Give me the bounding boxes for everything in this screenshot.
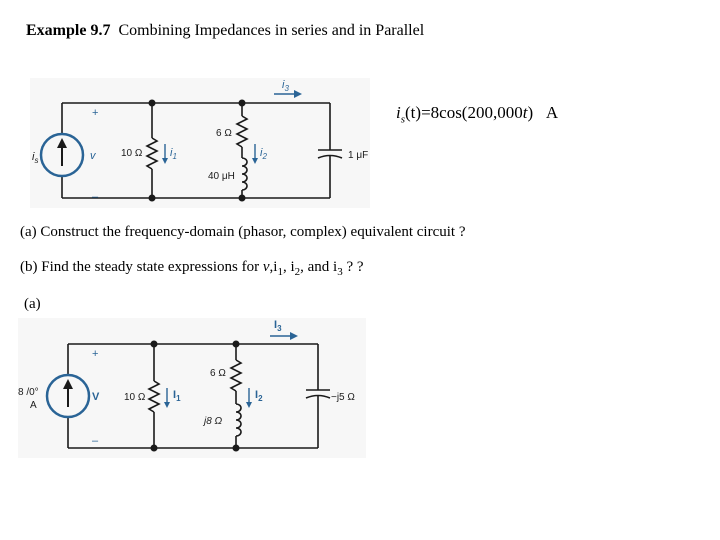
question-b-v: v (262, 259, 270, 275)
i1-label: $I_1$ (173, 389, 181, 403)
formula-rhs: =8cos(200,000 (421, 103, 523, 122)
answer-a-label: (a) (24, 296, 41, 312)
question-b-i2: , i (282, 259, 295, 275)
resistor-6ohm (237, 116, 247, 147)
i3-arrow-head-icon (290, 332, 298, 340)
formula-rhs-close: ) (527, 103, 534, 122)
node (151, 341, 158, 348)
i2-label: $I_2$ (255, 389, 263, 403)
formula-lhs-sub: s (400, 113, 406, 126)
r1-label: 10 Ω (121, 148, 143, 159)
plus-label: + (92, 348, 99, 360)
capacitor-label: −j5 Ω (331, 392, 355, 403)
question-b-sub3: 3 (337, 266, 343, 278)
slide-title (26, 22, 424, 40)
capacitor-label: 1 μF (348, 150, 369, 161)
resistor-10ohm (149, 381, 159, 412)
formula-rhs-var: t (522, 103, 528, 122)
example-label: Example 9.7 (26, 22, 111, 39)
formula-unit: A (545, 103, 559, 122)
inductor-j8ohm (236, 404, 241, 436)
inductor-label: 40 μH (208, 171, 235, 182)
source-formula (396, 103, 558, 125)
resistor-10ohm (147, 138, 157, 169)
i1-arrow-head-icon (162, 158, 168, 164)
inductor-label: j8 Ω (204, 416, 223, 427)
source-value-label: 8 /0° (18, 387, 39, 398)
i3-arrow-head-icon (294, 90, 302, 98)
minus-label: – (92, 435, 99, 447)
minus-label: – (92, 191, 99, 203)
question-a: (a) Construct the frequency-domain (phasor, complex) equivalent circuit ? (20, 224, 466, 240)
r2-label: 6 Ω (210, 368, 226, 379)
source-arrow-icon (63, 379, 73, 389)
inductor-40uH (242, 158, 247, 190)
circuit-phasor-domain (18, 316, 370, 461)
node (233, 445, 240, 452)
v-label: V (92, 391, 100, 403)
node (239, 100, 246, 107)
node (239, 195, 246, 202)
i2-arrow-head-icon (252, 158, 258, 164)
question-b-prefix: (b) Find the steady state expressions for (20, 259, 263, 275)
v-label: v (90, 150, 96, 162)
node (151, 445, 158, 452)
i3-label: $I_3$ (274, 319, 282, 333)
question-b-sub2: 2 (294, 266, 301, 278)
r2-label: 6 Ω (216, 128, 232, 139)
i1-arrow-head-icon (164, 402, 170, 408)
i3-label: $i_3$ (282, 79, 289, 93)
question-b-i1: ,i (269, 259, 278, 275)
i2-label: $i_2$ (260, 147, 267, 161)
question-b-end: ? ? (342, 259, 364, 275)
i2-arrow-head-icon (246, 402, 252, 408)
source-unit-label: A (30, 400, 37, 411)
formula-lhs-arg: (t) (405, 103, 422, 122)
question-b-sub1: 1 (277, 266, 283, 278)
plus-label: + (92, 107, 99, 119)
formula-lhs: i (396, 103, 401, 122)
circuit-time-domain (30, 76, 375, 210)
question-b-i3: , and i (300, 259, 338, 275)
source-arrow-icon (57, 138, 67, 148)
is-label: $i_s$ (32, 151, 39, 165)
node (233, 341, 240, 348)
node (149, 195, 156, 202)
r1-label: 10 Ω (124, 392, 146, 403)
question-b (20, 259, 364, 278)
title-text: Combining Impedances in series and in Parallel (118, 22, 425, 39)
node (149, 100, 156, 107)
resistor-6ohm (231, 360, 241, 391)
i1-label: $i_1$ (170, 147, 177, 161)
